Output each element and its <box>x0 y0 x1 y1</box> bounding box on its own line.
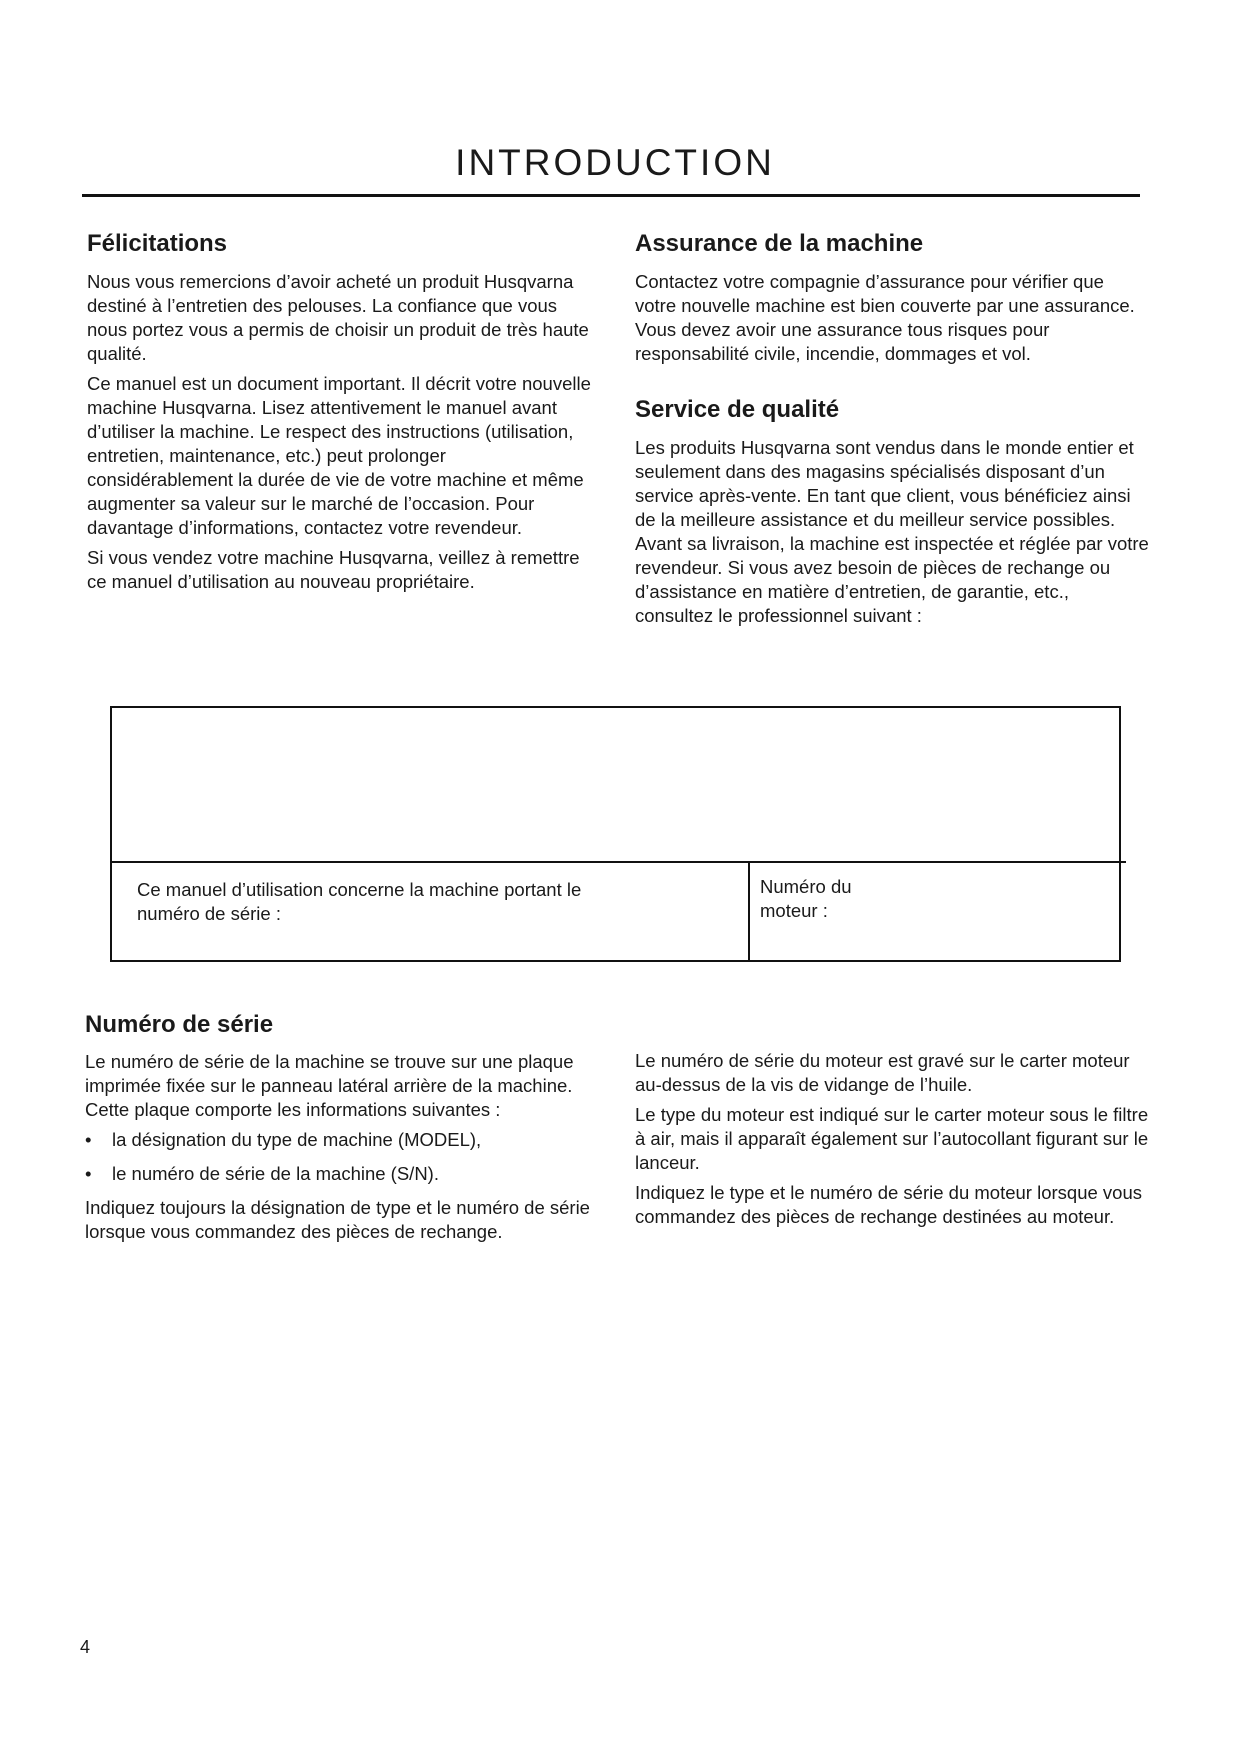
bullet-icon: • <box>85 1129 92 1150</box>
engine-serial-paragraph: Indiquez le type et le numéro de série du moteur lorsque vous commandez des pièces de rechange destinées au moteur. <box>635 1182 1142 1227</box>
assurance-paragraph: Contactez votre compagnie d’assurance pour vérifier que votre nouvelle machine est bien couverte par une assurance. Vous devez avoir une assurance tous risques pour responsabilité civile, incendie, dommages et vol. <box>635 271 1135 364</box>
felicitations-paragraph: Ce manuel est un document important. Il décrit votre nouvelle machine Husqvarna. Lisez attentivement le manuel avant d’utiliser la machine. Le respect des instructions (utilisation, entretien, maintenance, etc.) peut prolonger considérablement la durée de vie de votre machine et même augmenter sa valeur sur le marché de l’occasion. Pour davantage d’informations, contactez votre revendeur. <box>87 373 591 538</box>
list-item-text: la désignation du type de machine (MODEL), <box>112 1129 482 1150</box>
engine-serial-paragraph: Le type du moteur est indiqué sur le carter moteur sous le filtre à air, mais il apparaît également sur l’autocollant figurant sur le lanceur. <box>635 1104 1149 1173</box>
bullet-icon: • <box>85 1163 92 1184</box>
serial-left-body <box>85 1050 600 1250</box>
machine-serial-label: Ce manuel d’utilisation concerne la machine portant le numéro de série : <box>137 879 582 924</box>
assurance-heading: Assurance de la machine <box>635 230 924 257</box>
list-item <box>85 1162 600 1186</box>
felicitations-paragraph: Nous vous remercions d’avoir acheté un produit Husqvarna destiné à l’entretien des pelouses. La confiance que vous nous portez vous a permis de choisir un produit de très haute qualité. <box>87 271 589 364</box>
assurance-body <box>635 270 1150 372</box>
serial-heading: Numéro de série <box>85 1011 274 1038</box>
felicitations-paragraph: Si vous vendez votre machine Husqvarna, veillez à remettre ce manuel d’utilisation au nouveau propriétaire. <box>87 547 580 592</box>
page-number: 4 <box>80 1637 91 1657</box>
box-divider-horizontal <box>112 861 1126 863</box>
list-item <box>85 1128 600 1152</box>
service-body <box>635 436 1150 634</box>
felicitations-body <box>87 270 597 600</box>
title-rule <box>82 194 1140 197</box>
serial-intro: Le numéro de série de la machine se trouve sur une plaque imprimée fixée sur le panneau latéral arrière de la machine. Cette plaque comporte les informations suivantes : <box>85 1051 574 1120</box>
box-divider-vertical <box>748 862 750 962</box>
engine-serial-paragraph: Le numéro de série du moteur est gravé sur le carter moteur au-dessus de la vis de vidange de l’huile. <box>635 1050 1130 1095</box>
service-heading: Service de qualité <box>635 396 840 423</box>
felicitations-heading: Félicitations <box>87 230 228 257</box>
serial-outro: Indiquez toujours la désignation de type et le numéro de série lorsque vous commandez des pièces de rechange. <box>85 1197 590 1242</box>
list-item-text: le numéro de série de la machine (S/N). <box>112 1163 439 1184</box>
page-title: INTRODUCTION <box>455 142 775 183</box>
service-paragraph: Les produits Husqvarna sont vendus dans le monde entier et seulement dans des magasins spécialisés disposant d’un service après-vente. En tant que client, vous bénéficiez ainsi de la meilleure assistance et du meilleur service possibles. Avant sa livraison, la machine est inspectée et réglée par votre revendeur. Si vous avez besoin de pièces de rechange ou d’assistance en matière d’entretien, de garantie, etc., consultez le professionnel suivant : <box>635 437 1149 626</box>
serial-right-body <box>635 1049 1150 1235</box>
dealer-info-box <box>110 706 1121 962</box>
engine-number-label: Numéro du moteur : <box>760 876 852 921</box>
